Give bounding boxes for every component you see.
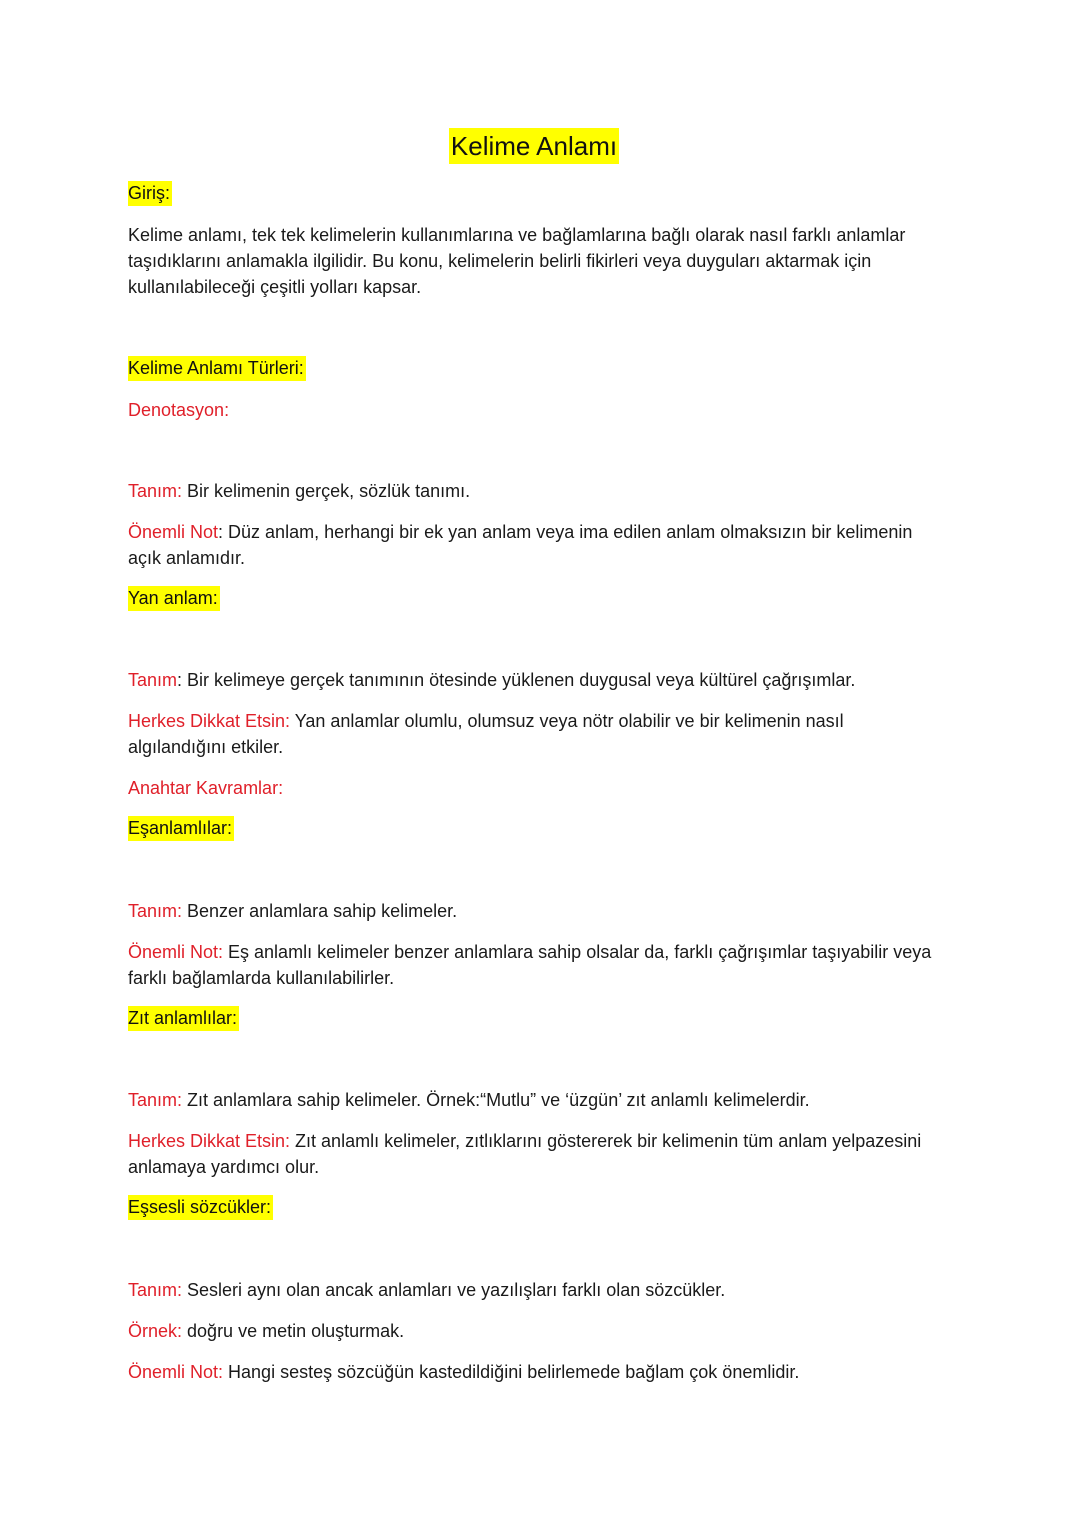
connotation-def-label: Tanım <box>128 670 178 690</box>
synonyms-note-label: Önemli Not: <box>128 942 224 962</box>
synonyms-heading-row <box>128 816 940 841</box>
types-heading-row <box>128 356 940 381</box>
antonyms-note <box>128 1128 940 1180</box>
homophones-heading: Eşsesli sözcükler: <box>128 1195 273 1220</box>
antonyms-heading-row <box>128 1006 940 1031</box>
denotation-def-label: Tanım: <box>128 481 183 501</box>
connotation-heading-row <box>128 586 940 611</box>
homophones-def-label: Tanım: <box>128 1280 183 1300</box>
connotation-heading: Yan anlam: <box>128 586 220 611</box>
connotation-def-text: : Bir kelimeye gerçek tanımının ötesinde yüklenen duygusal veya kültürel çağrışımlar. <box>177 670 856 690</box>
denotation-definition <box>128 478 940 504</box>
synonyms-def-text: Benzer anlamlara sahip kelimeler. <box>182 901 458 921</box>
antonyms-note-text: Zıt anlamlı kelimeler, zıtlıklarını göstererek bir kelimenin tüm anlam yelpazesini anlamaya yardımcı olur. <box>128 1131 922 1177</box>
intro-text: Kelime anlamı, tek tek kelimelerin kullanımlarına ve bağlamlarına bağlı olarak nasıl farklı anlamlar taşıdıklarını anlamakla ilgilidir. Bu konu, kelimelerin belirli fikirleri veya duyguları aktarmak için kullanılabileceği çeşitli yolları kapsar. <box>128 225 906 297</box>
denotation-heading-row <box>128 397 940 423</box>
denotation-heading: Denotasyon: <box>128 400 230 420</box>
homophones-note <box>128 1359 940 1385</box>
homophones-heading-row <box>128 1195 940 1220</box>
key-concepts-heading-row <box>128 775 940 801</box>
antonyms-definition <box>128 1087 940 1113</box>
document-title: Kelime Anlamı <box>449 128 619 164</box>
synonyms-note-text: Eş anlamlı kelimeler benzer anlamlara sahip olsalar da, farklı çağrışımlar taşıyabilir veya farklı bağlamlarda kullanılabilirler. <box>128 942 932 988</box>
key-concepts-heading: Anahtar Kavramlar: <box>128 778 284 798</box>
homophones-note-label: Önemli Not: <box>128 1362 224 1382</box>
synonyms-definition <box>128 898 940 924</box>
title-wrap <box>128 0 940 164</box>
intro-heading: Giriş: <box>128 181 172 206</box>
denotation-note <box>128 519 940 571</box>
antonyms-note-label: Herkes Dikkat Etsin: <box>128 1131 291 1151</box>
denotation-note-label: Önemli Not <box>128 522 219 542</box>
homophones-def-text: Sesleri aynı olan ancak anlamları ve yazılışları farklı olan sözcükler. <box>182 1280 726 1300</box>
intro-heading-row <box>128 181 940 206</box>
connotation-note-label: Herkes Dikkat Etsin: <box>128 711 291 731</box>
homophones-example <box>128 1318 940 1344</box>
antonyms-heading: Zıt anlamlılar: <box>128 1006 239 1031</box>
antonyms-def-text: Zıt anlamlara sahip kelimeler. Örnek:“Mutlu” ve ‘üzgün’ zıt anlamlı kelimelerdir. <box>182 1090 810 1110</box>
homophones-definition <box>128 1277 940 1303</box>
connotation-note-text: Yan anlamlar olumlu, olumsuz veya nötr olabilir ve bir kelimenin nasıl algılandığını etkiler. <box>128 711 844 757</box>
connotation-note <box>128 708 940 760</box>
synonyms-def-label: Tanım: <box>128 901 183 921</box>
denotation-def-text: Bir kelimenin gerçek, sözlük tanımı. <box>182 481 471 501</box>
homophones-note-text: Hangi sesteş sözcüğün kastedildiğini belirlemede bağlam çok önemlidir. <box>223 1362 800 1382</box>
antonyms-def-label: Tanım: <box>128 1090 183 1110</box>
types-heading: Kelime Anlamı Türleri: <box>128 356 306 381</box>
connotation-definition <box>128 667 940 693</box>
synonyms-heading: Eşanlamlılar: <box>128 816 234 841</box>
intro-paragraph <box>128 222 940 300</box>
denotation-note-text: : Düz anlam, herhangi bir ek yan anlam veya ima edilen anlam olmaksızın bir kelimenin açık anlamıdır. <box>128 522 913 568</box>
homophones-example-text: doğru ve metin oluşturmak. <box>182 1321 405 1341</box>
synonyms-note <box>128 939 940 991</box>
homophones-example-label: Örnek: <box>128 1321 183 1341</box>
